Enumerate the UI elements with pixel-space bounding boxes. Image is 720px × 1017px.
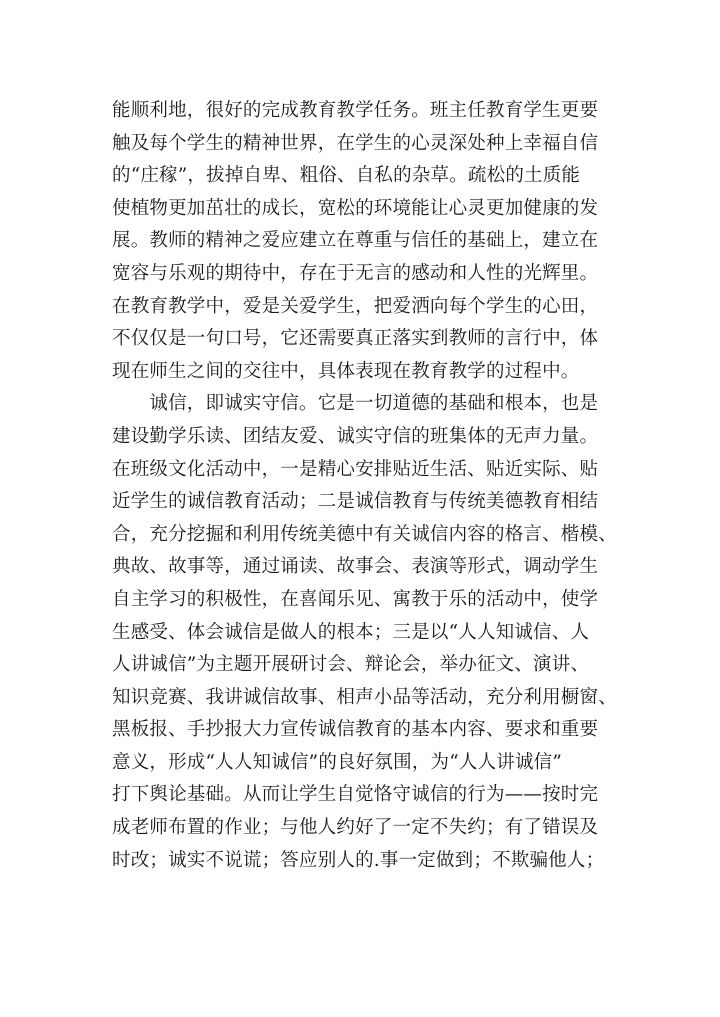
text-line: 建设勤学乐读、团结友爱、诚实守信的班集体的无声力量。 <box>112 425 599 447</box>
text-line: 知识竞赛、我讲诚信故事、相声小品等活动，充分利用橱窗、 <box>112 686 617 708</box>
text-line: 在班级文化活动中，一是精心安排贴近生活、贴近实际、贴 <box>112 458 599 480</box>
text-line: 展。教师的精神之爱应建立在尊重与信任的基础上，建立在 <box>112 230 599 252</box>
text-line: 诚信，即诚实守信。它是一切道德的基础和根本，也是 <box>112 393 599 415</box>
text-line: 黑板报、手抄报大力宣传诚信教育的基本内容、要求和重要 <box>112 719 599 741</box>
text-line: 成老师布置的作业；与他人约好了一定不失约；有了错误及 <box>112 817 599 839</box>
text-line: 宽容与乐观的期待中，存在于无言的感动和人性的光辉里。 <box>112 262 599 284</box>
text-line: 生感受、体会诚信是做人的根本；三是以“人人知诚信、人 <box>112 621 590 643</box>
text-line: 典故、故事等，通过诵读、故事会、表演等形式，调动学生 <box>112 556 599 578</box>
text-line: 触及每个学生的精神世界，在学生的心灵深处种上幸福自信 <box>112 132 599 154</box>
body-text <box>112 95 632 877</box>
text-line: 合，充分挖掘和利用传统美德中有关诚信内容的格言、楷模、 <box>112 523 617 545</box>
text-line: 能顺利地，很好的完成教育教学任务。班主任教育学生更要 <box>112 100 599 121</box>
text-line: 人讲诚信”为主题开展研讨会、辩论会，举办征文、演讲、 <box>112 654 590 676</box>
text-line: 在教育教学中，爱是关爱学生，把爱洒向每个学生的心田， <box>112 295 599 317</box>
text-line: 自主学习的积极性，在喜闻乐见、寓教于乐的活动中，使学 <box>112 588 599 610</box>
text-line: 使植物更加茁壮的成长，宽松的环境能让心灵更加健康的发 <box>112 197 599 219</box>
text-line: 不仅仅是一句口号，它还需要真正落实到教师的言行中，体 <box>112 328 599 350</box>
text-line: 打下舆论基础。从而让学生自觉恪守诚信的行为——按时完 <box>112 784 599 806</box>
text-line: 的“庄稼”，拔掉自卑、粗俗、自私的杂草。疏松的土质能 <box>112 165 581 187</box>
text-line: 意义，形成“人人知诚信”的良好氛围，为“人人讲诚信” <box>112 751 563 773</box>
text-line: 近学生的诚信教育活动；二是诚信教育与传统美德教育相结 <box>112 491 599 513</box>
text-line: 时改；诚实不说谎；答应别人的.事一定做到；不欺骗他人； <box>112 849 605 871</box>
text-line: 现在师生之间的交往中，具体表现在教育教学的过程中。 <box>112 360 580 382</box>
